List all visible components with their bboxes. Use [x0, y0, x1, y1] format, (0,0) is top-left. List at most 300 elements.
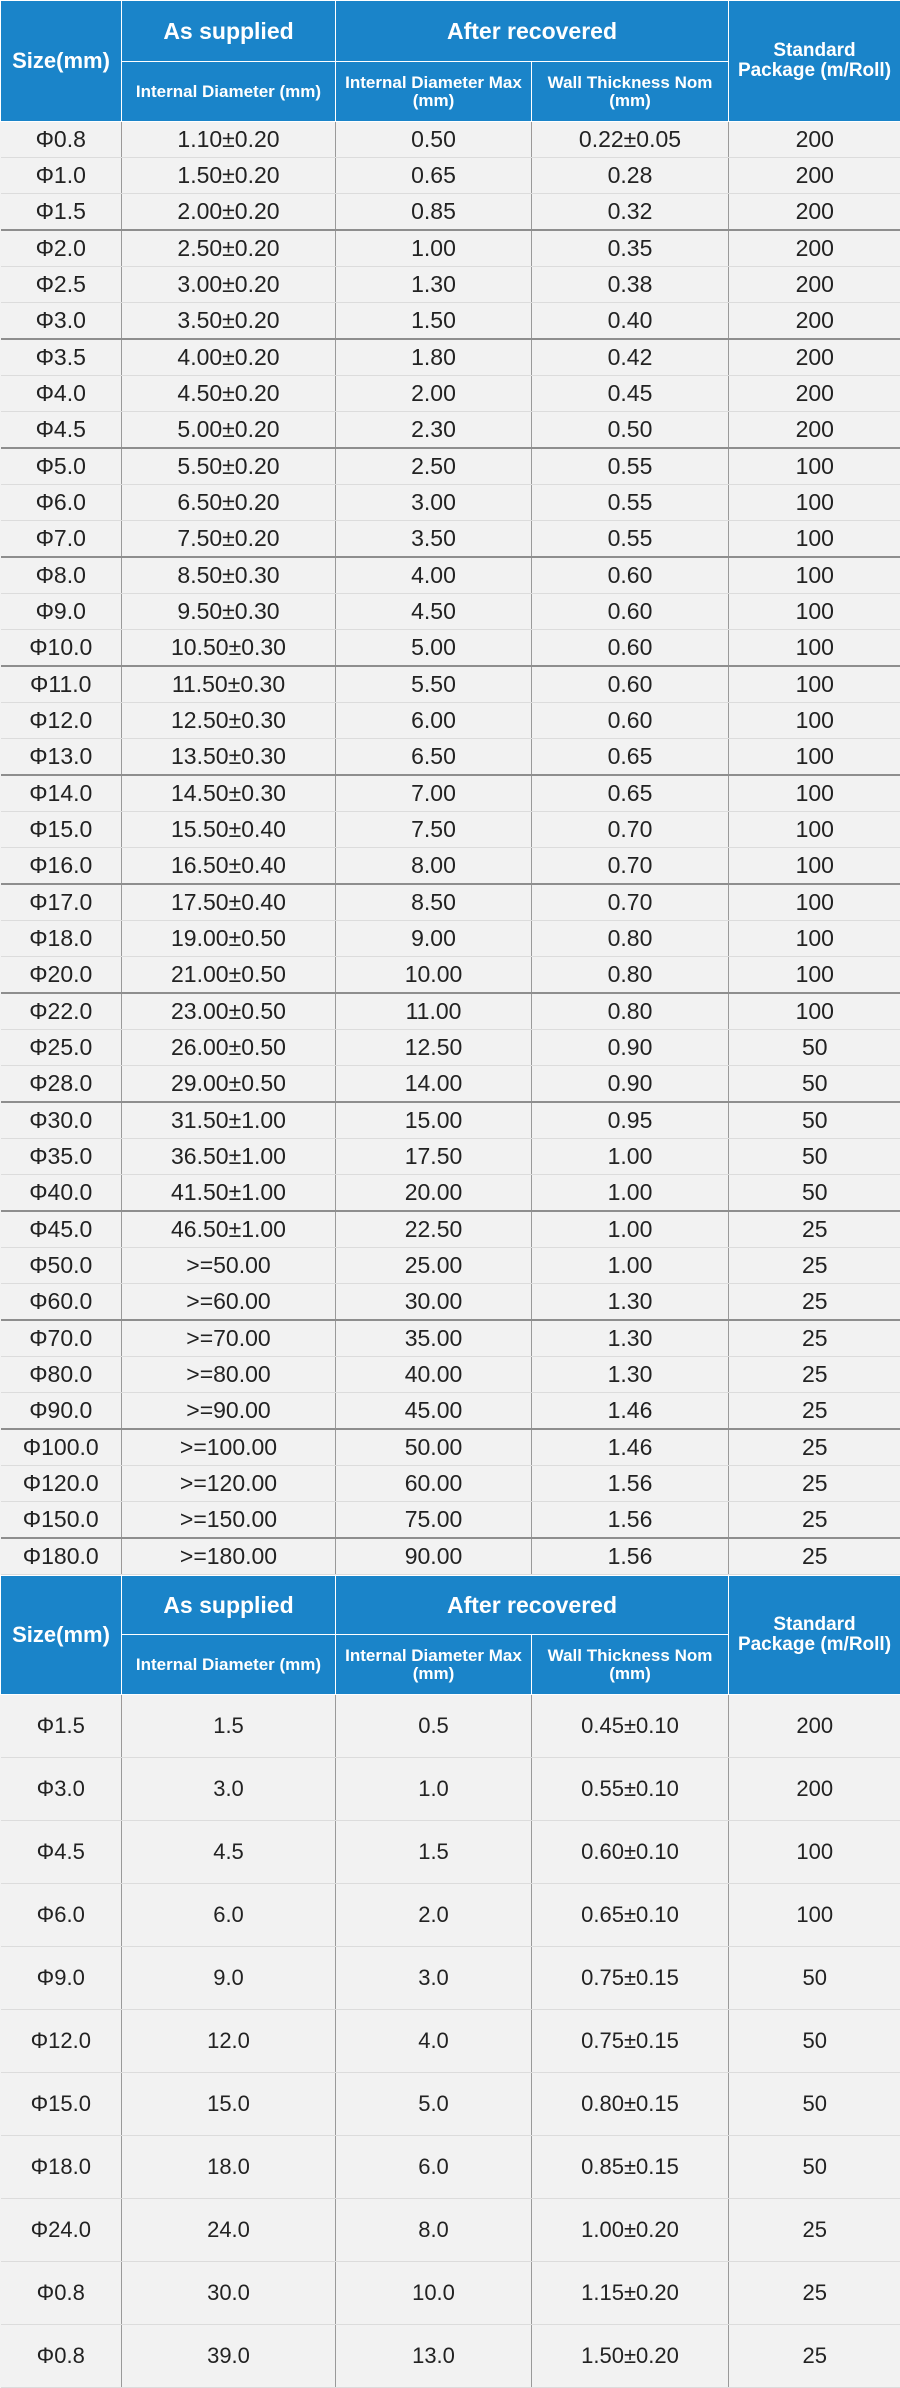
wall-nom-header: Wall Thickness Nom (mm): [532, 62, 729, 122]
internal-diameter-cell: 11.50±0.30: [122, 666, 336, 703]
table-row: [1, 1066, 900, 1103]
internal-diameter-cell: >=60.00: [122, 1284, 336, 1321]
internal-diameter-cell: 12.50±0.30: [122, 703, 336, 739]
package-cell: 200: [729, 158, 900, 194]
id-max-cell: 6.00: [336, 703, 532, 739]
wall-nom-cell: 1.46: [532, 1393, 729, 1430]
package-cell: 25: [729, 1211, 900, 1248]
table-row: [1, 1758, 900, 1821]
package-cell: 100: [729, 921, 900, 957]
package-cell: 100: [729, 884, 900, 921]
as-supplied-header: As supplied: [122, 1576, 336, 1635]
size-cell: Φ11.0: [1, 666, 122, 703]
size-cell: Φ60.0: [1, 1284, 122, 1321]
internal-diameter-cell: 24.0: [122, 2199, 336, 2262]
table-row: [1, 1538, 900, 1575]
wall-nom-cell: 0.80: [532, 993, 729, 1030]
package-cell: 50: [729, 2010, 900, 2073]
internal-diameter-cell: 7.50±0.20: [122, 521, 336, 558]
internal-diameter-cell: >=120.00: [122, 1466, 336, 1502]
package-cell: 100: [729, 521, 900, 558]
size-cell: Φ24.0: [1, 2199, 122, 2262]
wall-nom-cell: 0.80: [532, 957, 729, 994]
size-cell: Φ1.5: [1, 1695, 122, 1758]
internal-diameter-cell: 5.00±0.20: [122, 412, 336, 449]
internal-diameter-cell: >=100.00: [122, 1429, 336, 1466]
wall-nom-cell: 1.30: [532, 1284, 729, 1321]
id-max-cell: 0.65: [336, 158, 532, 194]
id-max-cell: 30.00: [336, 1284, 532, 1321]
wall-nom-cell: 0.35: [532, 230, 729, 267]
id-max-cell: 1.80: [336, 339, 532, 376]
table-row: [1, 594, 900, 630]
after-recovered-header: After recovered: [336, 1576, 729, 1635]
id-max-cell: 14.00: [336, 1066, 532, 1103]
table-row: [1, 2199, 900, 2262]
wall-nom-cell: 1.00: [532, 1211, 729, 1248]
internal-diameter-cell: 3.00±0.20: [122, 267, 336, 303]
id-max-cell: 8.0: [336, 2199, 532, 2262]
wall-nom-cell: 1.56: [532, 1502, 729, 1539]
size-cell: Φ3.0: [1, 1758, 122, 1821]
internal-diameter-cell: 4.5: [122, 1821, 336, 1884]
wall-nom-cell: 0.80±0.15: [532, 2073, 729, 2136]
size-cell: Φ2.5: [1, 267, 122, 303]
package-cell: 50: [729, 1030, 900, 1066]
size-cell: Φ14.0: [1, 775, 122, 812]
internal-diameter-cell: 12.0: [122, 2010, 336, 2073]
id-max-cell: 35.00: [336, 1320, 532, 1357]
wall-nom-cell: 0.60±0.10: [532, 1821, 729, 1884]
table-row: [1, 1695, 900, 1758]
table-row: [1, 1393, 900, 1430]
package-cell: 25: [729, 1284, 900, 1321]
package-cell: 200: [729, 1758, 900, 1821]
wall-nom-cell: 0.60: [532, 630, 729, 667]
internal-diameter-cell: 8.50±0.30: [122, 557, 336, 594]
table-row: [1, 848, 900, 885]
table-row: [1, 376, 900, 412]
table-row: [1, 521, 900, 558]
size-cell: Φ0.8: [1, 2325, 122, 2388]
id-max-cell: 8.00: [336, 848, 532, 885]
internal-diameter-cell: 4.00±0.20: [122, 339, 336, 376]
size-cell: Φ150.0: [1, 1502, 122, 1539]
wall-nom-cell: 1.46: [532, 1429, 729, 1466]
table-row: [1, 739, 900, 776]
size-cell: Φ50.0: [1, 1248, 122, 1284]
id-max-cell: 40.00: [336, 1357, 532, 1393]
id-max-cell: 2.00: [336, 376, 532, 412]
package-cell: 100: [729, 1821, 900, 1884]
size-cell: Φ18.0: [1, 2136, 122, 2199]
id-max-cell: 90.00: [336, 1538, 532, 1575]
wall-nom-cell: 0.95: [532, 1102, 729, 1139]
wall-nom-cell: 0.42: [532, 339, 729, 376]
table-row: [1, 703, 900, 739]
internal-diameter-cell: 30.0: [122, 2262, 336, 2325]
spec-table-2: [0, 1575, 900, 2388]
table-row: [1, 1947, 900, 2010]
size-cell: Φ9.0: [1, 1947, 122, 2010]
id-max-cell: 1.00: [336, 230, 532, 267]
internal-diameter-cell: >=90.00: [122, 1393, 336, 1430]
table-row: [1, 1429, 900, 1466]
size-cell: Φ17.0: [1, 884, 122, 921]
id-max-cell: 1.0: [336, 1758, 532, 1821]
wall-nom-cell: 0.32: [532, 194, 729, 231]
size-cell: Φ12.0: [1, 2010, 122, 2073]
size-cell: Φ22.0: [1, 993, 122, 1030]
package-cell: 100: [729, 703, 900, 739]
internal-diameter-cell: >=70.00: [122, 1320, 336, 1357]
wall-nom-cell: 0.75±0.15: [532, 2010, 729, 2073]
wall-nom-cell: 0.55±0.10: [532, 1758, 729, 1821]
size-cell: Φ18.0: [1, 921, 122, 957]
table-row: [1, 2136, 900, 2199]
wall-nom-cell: 0.22±0.05: [532, 122, 729, 158]
size-cell: Φ4.5: [1, 1821, 122, 1884]
package-cell: 100: [729, 485, 900, 521]
package-cell: 200: [729, 303, 900, 340]
package-cell: 200: [729, 376, 900, 412]
size-cell: Φ3.0: [1, 303, 122, 340]
internal-diameter-cell: 14.50±0.30: [122, 775, 336, 812]
package-cell: 100: [729, 630, 900, 667]
id-max-cell: 25.00: [336, 1248, 532, 1284]
wall-nom-cell: 0.85±0.15: [532, 2136, 729, 2199]
id-max-cell: 3.0: [336, 1947, 532, 2010]
size-cell: Φ35.0: [1, 1139, 122, 1175]
table-row: [1, 2073, 900, 2136]
wall-nom-cell: 0.75±0.15: [532, 1947, 729, 2010]
size-cell: Φ180.0: [1, 1538, 122, 1575]
id-max-cell: 3.50: [336, 521, 532, 558]
table-row: [1, 194, 900, 231]
id-max-cell: 4.0: [336, 2010, 532, 2073]
spec-table-1-body: [1, 122, 900, 1575]
id-max-cell: 3.00: [336, 485, 532, 521]
table-row: [1, 1102, 900, 1139]
package-cell: 200: [729, 267, 900, 303]
table-row: [1, 1320, 900, 1357]
wall-nom-cell: 1.50±0.20: [532, 2325, 729, 2388]
internal-diameter-cell: 1.5: [122, 1695, 336, 1758]
package-cell: 50: [729, 1102, 900, 1139]
id-max-cell: 1.30: [336, 267, 532, 303]
size-cell: Φ45.0: [1, 1211, 122, 1248]
internal-diameter-header: Internal Diameter (mm): [122, 1635, 336, 1695]
wall-nom-cell: 0.50: [532, 412, 729, 449]
id-max-header: Internal Diameter Max (mm): [336, 62, 532, 122]
wall-nom-cell: 1.30: [532, 1320, 729, 1357]
wall-nom-cell: 1.30: [532, 1357, 729, 1393]
wall-nom-cell: 0.70: [532, 848, 729, 885]
id-max-cell: 50.00: [336, 1429, 532, 1466]
wall-nom-cell: 0.90: [532, 1030, 729, 1066]
wall-nom-cell: 1.56: [532, 1466, 729, 1502]
size-cell: Φ15.0: [1, 2073, 122, 2136]
package-header: Standard Package (m/Roll): [729, 1576, 900, 1695]
package-cell: 100: [729, 812, 900, 848]
internal-diameter-cell: 9.50±0.30: [122, 594, 336, 630]
id-max-cell: 12.50: [336, 1030, 532, 1066]
size-cell: Φ100.0: [1, 1429, 122, 1466]
wall-nom-cell: 1.15±0.20: [532, 2262, 729, 2325]
internal-diameter-cell: 6.0: [122, 1884, 336, 1947]
size-cell: Φ1.5: [1, 194, 122, 231]
internal-diameter-cell: 3.50±0.20: [122, 303, 336, 340]
package-cell: 100: [729, 666, 900, 703]
id-max-cell: 0.5: [336, 1695, 532, 1758]
package-cell: 100: [729, 957, 900, 994]
package-cell: 100: [729, 775, 900, 812]
internal-diameter-cell: >=80.00: [122, 1357, 336, 1393]
package-cell: 50: [729, 2073, 900, 2136]
size-header: Size(mm): [1, 1576, 122, 1695]
id-max-cell: 5.00: [336, 630, 532, 667]
size-cell: Φ15.0: [1, 812, 122, 848]
id-max-cell: 45.00: [336, 1393, 532, 1430]
wall-nom-cell: 0.65±0.10: [532, 1884, 729, 1947]
wall-nom-cell: 0.60: [532, 666, 729, 703]
wall-nom-cell: 0.45: [532, 376, 729, 412]
size-cell: Φ90.0: [1, 1393, 122, 1430]
id-max-cell: 20.00: [336, 1175, 532, 1212]
id-max-cell: 17.50: [336, 1139, 532, 1175]
package-cell: 50: [729, 2136, 900, 2199]
internal-diameter-cell: 6.50±0.20: [122, 485, 336, 521]
table-row: [1, 412, 900, 449]
size-cell: Φ40.0: [1, 1175, 122, 1212]
table-row: [1, 1139, 900, 1175]
package-cell: 200: [729, 122, 900, 158]
id-max-cell: 10.0: [336, 2262, 532, 2325]
size-cell: Φ8.0: [1, 557, 122, 594]
size-cell: Φ13.0: [1, 739, 122, 776]
table-row: [1, 1502, 900, 1539]
internal-diameter-cell: 46.50±1.00: [122, 1211, 336, 1248]
package-cell: 50: [729, 1139, 900, 1175]
internal-diameter-cell: 41.50±1.00: [122, 1175, 336, 1212]
id-max-cell: 4.50: [336, 594, 532, 630]
table-row: [1, 1030, 900, 1066]
wall-nom-cell: 1.00±0.20: [532, 2199, 729, 2262]
id-max-cell: 75.00: [336, 1502, 532, 1539]
size-cell: Φ10.0: [1, 630, 122, 667]
wall-nom-cell: 0.45±0.10: [532, 1695, 729, 1758]
wall-nom-cell: 0.70: [532, 884, 729, 921]
id-max-cell: 6.0: [336, 2136, 532, 2199]
table-row: [1, 957, 900, 994]
table-row: [1, 993, 900, 1030]
size-cell: Φ1.0: [1, 158, 122, 194]
wall-nom-cell: 0.28: [532, 158, 729, 194]
package-cell: 100: [729, 1884, 900, 1947]
internal-diameter-cell: 17.50±0.40: [122, 884, 336, 921]
after-recovered-header: After recovered: [336, 1, 729, 62]
internal-diameter-cell: 1.50±0.20: [122, 158, 336, 194]
internal-diameter-header: Internal Diameter (mm): [122, 62, 336, 122]
table-row: [1, 557, 900, 594]
wall-nom-cell: 0.55: [532, 485, 729, 521]
internal-diameter-cell: >=50.00: [122, 1248, 336, 1284]
id-max-cell: 11.00: [336, 993, 532, 1030]
id-max-cell: 9.00: [336, 921, 532, 957]
wall-nom-cell: 0.55: [532, 521, 729, 558]
id-max-cell: 0.50: [336, 122, 532, 158]
id-max-cell: 5.50: [336, 666, 532, 703]
id-max-header: Internal Diameter Max (mm): [336, 1635, 532, 1695]
id-max-cell: 15.00: [336, 1102, 532, 1139]
id-max-cell: 1.50: [336, 303, 532, 340]
size-cell: Φ9.0: [1, 594, 122, 630]
package-cell: 50: [729, 1175, 900, 1212]
package-cell: 200: [729, 339, 900, 376]
size-cell: Φ3.5: [1, 339, 122, 376]
internal-diameter-cell: 16.50±0.40: [122, 848, 336, 885]
package-cell: 200: [729, 412, 900, 449]
package-cell: 200: [729, 230, 900, 267]
table-row: [1, 1357, 900, 1393]
internal-diameter-cell: 26.00±0.50: [122, 1030, 336, 1066]
package-cell: 100: [729, 993, 900, 1030]
size-cell: Φ80.0: [1, 1357, 122, 1393]
internal-diameter-cell: 15.0: [122, 2073, 336, 2136]
size-header: Size(mm): [1, 1, 122, 122]
wall-nom-cell: 0.38: [532, 267, 729, 303]
package-cell: 100: [729, 448, 900, 485]
wall-nom-header: Wall Thickness Nom (mm): [532, 1635, 729, 1695]
table-row: [1, 267, 900, 303]
internal-diameter-cell: 3.0: [122, 1758, 336, 1821]
size-cell: Φ20.0: [1, 957, 122, 994]
id-max-cell: 2.0: [336, 1884, 532, 1947]
id-max-cell: 8.50: [336, 884, 532, 921]
table-row: [1, 339, 900, 376]
id-max-cell: 5.0: [336, 2073, 532, 2136]
wall-nom-cell: 0.70: [532, 812, 729, 848]
table-row: [1, 666, 900, 703]
table-row: [1, 485, 900, 521]
size-cell: Φ0.8: [1, 122, 122, 158]
internal-diameter-cell: 5.50±0.20: [122, 448, 336, 485]
id-max-cell: 2.50: [336, 448, 532, 485]
table-row: [1, 230, 900, 267]
size-cell: Φ5.0: [1, 448, 122, 485]
internal-diameter-cell: 18.0: [122, 2136, 336, 2199]
table-row: [1, 2262, 900, 2325]
size-cell: Φ25.0: [1, 1030, 122, 1066]
size-cell: Φ16.0: [1, 848, 122, 885]
internal-diameter-cell: 4.50±0.20: [122, 376, 336, 412]
package-cell: 25: [729, 1502, 900, 1539]
size-cell: Φ30.0: [1, 1102, 122, 1139]
table-row: [1, 448, 900, 485]
wall-nom-cell: 0.60: [532, 594, 729, 630]
internal-diameter-cell: 2.50±0.20: [122, 230, 336, 267]
package-cell: 25: [729, 2325, 900, 2388]
wall-nom-cell: 1.00: [532, 1175, 729, 1212]
internal-diameter-cell: >=150.00: [122, 1502, 336, 1539]
table-row: [1, 1466, 900, 1502]
id-max-cell: 0.85: [336, 194, 532, 231]
package-cell: 25: [729, 1357, 900, 1393]
package-cell: 25: [729, 1429, 900, 1466]
size-cell: Φ12.0: [1, 703, 122, 739]
package-cell: 50: [729, 1066, 900, 1103]
id-max-cell: 1.5: [336, 1821, 532, 1884]
table-row: [1, 775, 900, 812]
package-cell: 100: [729, 848, 900, 885]
table-row: [1, 921, 900, 957]
wall-nom-cell: 0.80: [532, 921, 729, 957]
table-row: [1, 1284, 900, 1321]
wall-nom-cell: 0.55: [532, 448, 729, 485]
internal-diameter-cell: 36.50±1.00: [122, 1139, 336, 1175]
package-cell: 200: [729, 1695, 900, 1758]
wall-nom-cell: 1.56: [532, 1538, 729, 1575]
wall-nom-cell: 0.60: [532, 557, 729, 594]
size-cell: Φ6.0: [1, 1884, 122, 1947]
id-max-cell: 6.50: [336, 739, 532, 776]
size-cell: Φ2.0: [1, 230, 122, 267]
package-header: Standard Package (m/Roll): [729, 1, 900, 122]
package-cell: 25: [729, 1538, 900, 1575]
table-row: [1, 1175, 900, 1212]
package-cell: 200: [729, 194, 900, 231]
package-cell: 25: [729, 2262, 900, 2325]
table-row: [1, 158, 900, 194]
package-cell: 100: [729, 557, 900, 594]
size-cell: Φ28.0: [1, 1066, 122, 1103]
table-row: [1, 303, 900, 340]
size-cell: Φ6.0: [1, 485, 122, 521]
id-max-cell: 7.50: [336, 812, 532, 848]
table-row: [1, 884, 900, 921]
table-row: [1, 812, 900, 848]
package-cell: 25: [729, 1248, 900, 1284]
package-cell: 100: [729, 739, 900, 776]
internal-diameter-cell: 23.00±0.50: [122, 993, 336, 1030]
table-row: [1, 122, 900, 158]
table-row: [1, 1211, 900, 1248]
spec-table-2-body: [1, 1695, 900, 2388]
table-row: [1, 2325, 900, 2388]
internal-diameter-cell: 31.50±1.00: [122, 1102, 336, 1139]
wall-nom-cell: 1.00: [532, 1248, 729, 1284]
internal-diameter-cell: 1.10±0.20: [122, 122, 336, 158]
size-cell: Φ4.5: [1, 412, 122, 449]
id-max-cell: 13.0: [336, 2325, 532, 2388]
internal-diameter-cell: >=180.00: [122, 1538, 336, 1575]
package-cell: 25: [729, 1393, 900, 1430]
table-row: [1, 630, 900, 667]
wall-nom-cell: 1.00: [532, 1139, 729, 1175]
id-max-cell: 10.00: [336, 957, 532, 994]
table-row: [1, 2010, 900, 2073]
internal-diameter-cell: 29.00±0.50: [122, 1066, 336, 1103]
id-max-cell: 22.50: [336, 1211, 532, 1248]
internal-diameter-cell: 2.00±0.20: [122, 194, 336, 231]
id-max-cell: 4.00: [336, 557, 532, 594]
table-row: [1, 1248, 900, 1284]
wall-nom-cell: 0.65: [532, 739, 729, 776]
package-cell: 25: [729, 2199, 900, 2262]
internal-diameter-cell: 10.50±0.30: [122, 630, 336, 667]
internal-diameter-cell: 15.50±0.40: [122, 812, 336, 848]
wall-nom-cell: 0.65: [532, 775, 729, 812]
